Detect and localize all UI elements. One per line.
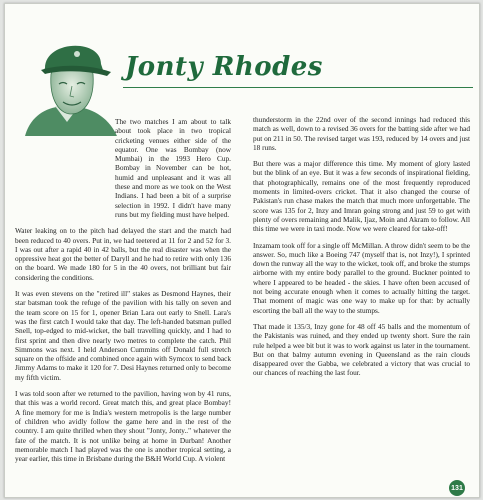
left-text-column (15, 117, 231, 470)
page-title: Jonty Rhodes (125, 52, 323, 82)
paragraph: The two matches I am about to talk about took place in two tropical cricketing venues either side of the equator. One was Bombay (now Mumbai) in the 1993 Hero Cup. Bombay in November can be hot, humid and unpleasant and it was all these and more as we took on the West Indians. I had been a bit of a surprise selection in 1992. I didn't have many runs but my fielding must have helped. (115, 117, 231, 219)
book-page (4, 3, 480, 498)
paragraph: But there was a major difference this time. My moment of glory lasted but the blink of an eye. But it was a few seconds of inspirational fielding, that photographically, remains one of the most frequently reproduced moments in limited-overs cricket. That it also changed the course of Pakistan's run chase makes the match that much more unforgettable. The score was 135 for 2, Inzy and Imran going strong and just 59 to get with plenty of overs remaining and Malik, Ijaz, Moin and Akram to follow. All this time we were in taxi mode. Now we were cleared for take-off! (253, 159, 470, 234)
paragraph: It was even stevens on the "retired ill" stakes as Desmond Haynes, their star batsman took the refuge of the pavilion with his tally on seven and the team score on 15 for 1, opener Brian Lara out early to Snell. Lara's was the first catch I would take that day. The left-handed batsman pulled Snell, top-edged to mid-wicket, the ball travelling quickly, and I had to first sprint and then dive nearly two metres to complete the catch. Phil Simmons was next. I held Anderson Cummins off Donald full stretch square on the offside and combined once again with Symcox to send back Jimmy Adams to make it 120 for 7. Desi Haynes returned only to become my fifth victim. (15, 289, 231, 382)
page-number-badge: 131 (449, 480, 465, 496)
paragraph: Inzamam took off for a single off McMillan. A throw didn't seem to be the answer. So, much like a Boeing 747 (myself that is, not Inzy!), I sprinted down the runway all the way to the wicket, took off, and broke the stumps airborne with my entire body parallel to the ground. Buckner pointed to where I appeared to be headed - the skies. I have often been accused of not being accurate enough when it comes to actually hitting the target. That moment of magic was one way to make up for that: by actually escorting the ball all the way to the stumps. (253, 240, 470, 315)
paragraph: That made it 135/3, Inzy gone for 48 off 45 balls and the momentum of the Pakistanis was ruined, and they ended up twenty short. Sure the rain rule helped a wee bit but it was to work against us later in the tournament. But on that balmy autumn evening in Queensland as the rain clouds disappeared over the Gabba, we celebrated a victory that was crucial to our chances of reaching the last four. (253, 321, 470, 378)
right-text-column (253, 115, 470, 385)
paragraph: I was told soon after we returned to the pavilion, having won by 41 runs, that this was a world record. Great match this, and great place Bombay! A fine memory for me is India's western metropolis is the large number of children who avidly follow the game here and in the rest of the country. I am quite thrilled when they shout "Jonty, Jonty.." whatever the fate of the match. It is not unlike being at home in Durban! Another memorable match I had played was the one is another tropical setting, a year earlier, this time in Brisbane during the B&H World Cup. A violent (15, 389, 231, 464)
paragraph: thunderstorm in the 22nd over of the second innings had reduced this match as well, down to a revised 36 overs for the batting side after we had put on 211 in 50. The revised target was 193, reduced by 14 overs and just 18 runs. (253, 115, 470, 152)
paragraph: Water leaking on to the pitch had delayed the start and the match had been reduced to 40 overs. Put in, we had teetered at 11 for 2 and 52 for 3. I was out after a rapid 40 in 42 balls, but the real disaster was when the oppressive heat got the better of Daryll and he had to retire with only 136 on the board. We made 180 for 5 in the 40 overs, not brilliant but fair considering the conditions. (15, 226, 231, 282)
title-divider (123, 87, 473, 88)
